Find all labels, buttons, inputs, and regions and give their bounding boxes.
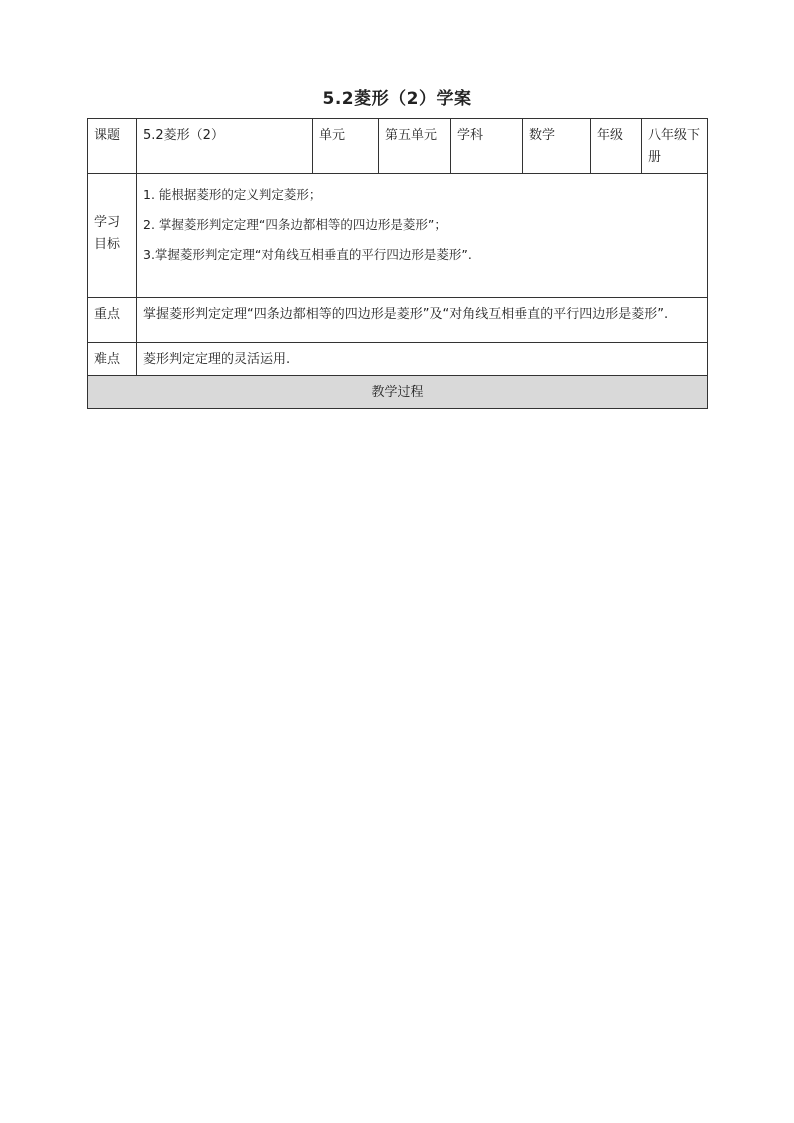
key-points-label: 重点 (88, 298, 137, 343)
goals-content (137, 174, 708, 298)
document-title: 5.2菱形（2）学案 (322, 89, 472, 109)
difficulties-row (88, 343, 708, 376)
process-heading: 教学过程 (88, 376, 708, 409)
goal-item: 2. 掌握菱形判定定理“四条边都相等的四边形是菱形”； (143, 217, 447, 232)
header-row (88, 119, 708, 174)
grade-value: 八年级下册 (642, 119, 708, 174)
grade-label: 年级 (591, 119, 642, 174)
unit-label: 单元 (313, 119, 379, 174)
difficulties-label: 难点 (88, 343, 137, 376)
topic-label: 课题 (88, 119, 137, 174)
subject-value: 数学 (523, 119, 591, 174)
goal-item: 3.掌握菱形判定定理“对角线互相垂直的平行四边形是菱形”. (143, 247, 472, 262)
process-row (88, 376, 708, 409)
key-points-text: 掌握菱形判定定理“四条边都相等的四边形是菱形”及“对角线互相垂直的平行四边形是菱形”. (137, 298, 708, 343)
key-points-row (88, 298, 708, 343)
goals-label: 学习目标 (88, 174, 137, 298)
subject-label: 学科 (451, 119, 523, 174)
goal-item: 1. 能根据菱形的定义判定菱形； (143, 187, 322, 202)
difficulties-text: 菱形判定定理的灵活运用. (137, 343, 708, 376)
goals-row (88, 174, 708, 298)
lesson-plan-table (87, 118, 708, 409)
unit-value: 第五单元 (379, 119, 451, 174)
topic-value: 5.2菱形（2） (137, 119, 313, 174)
